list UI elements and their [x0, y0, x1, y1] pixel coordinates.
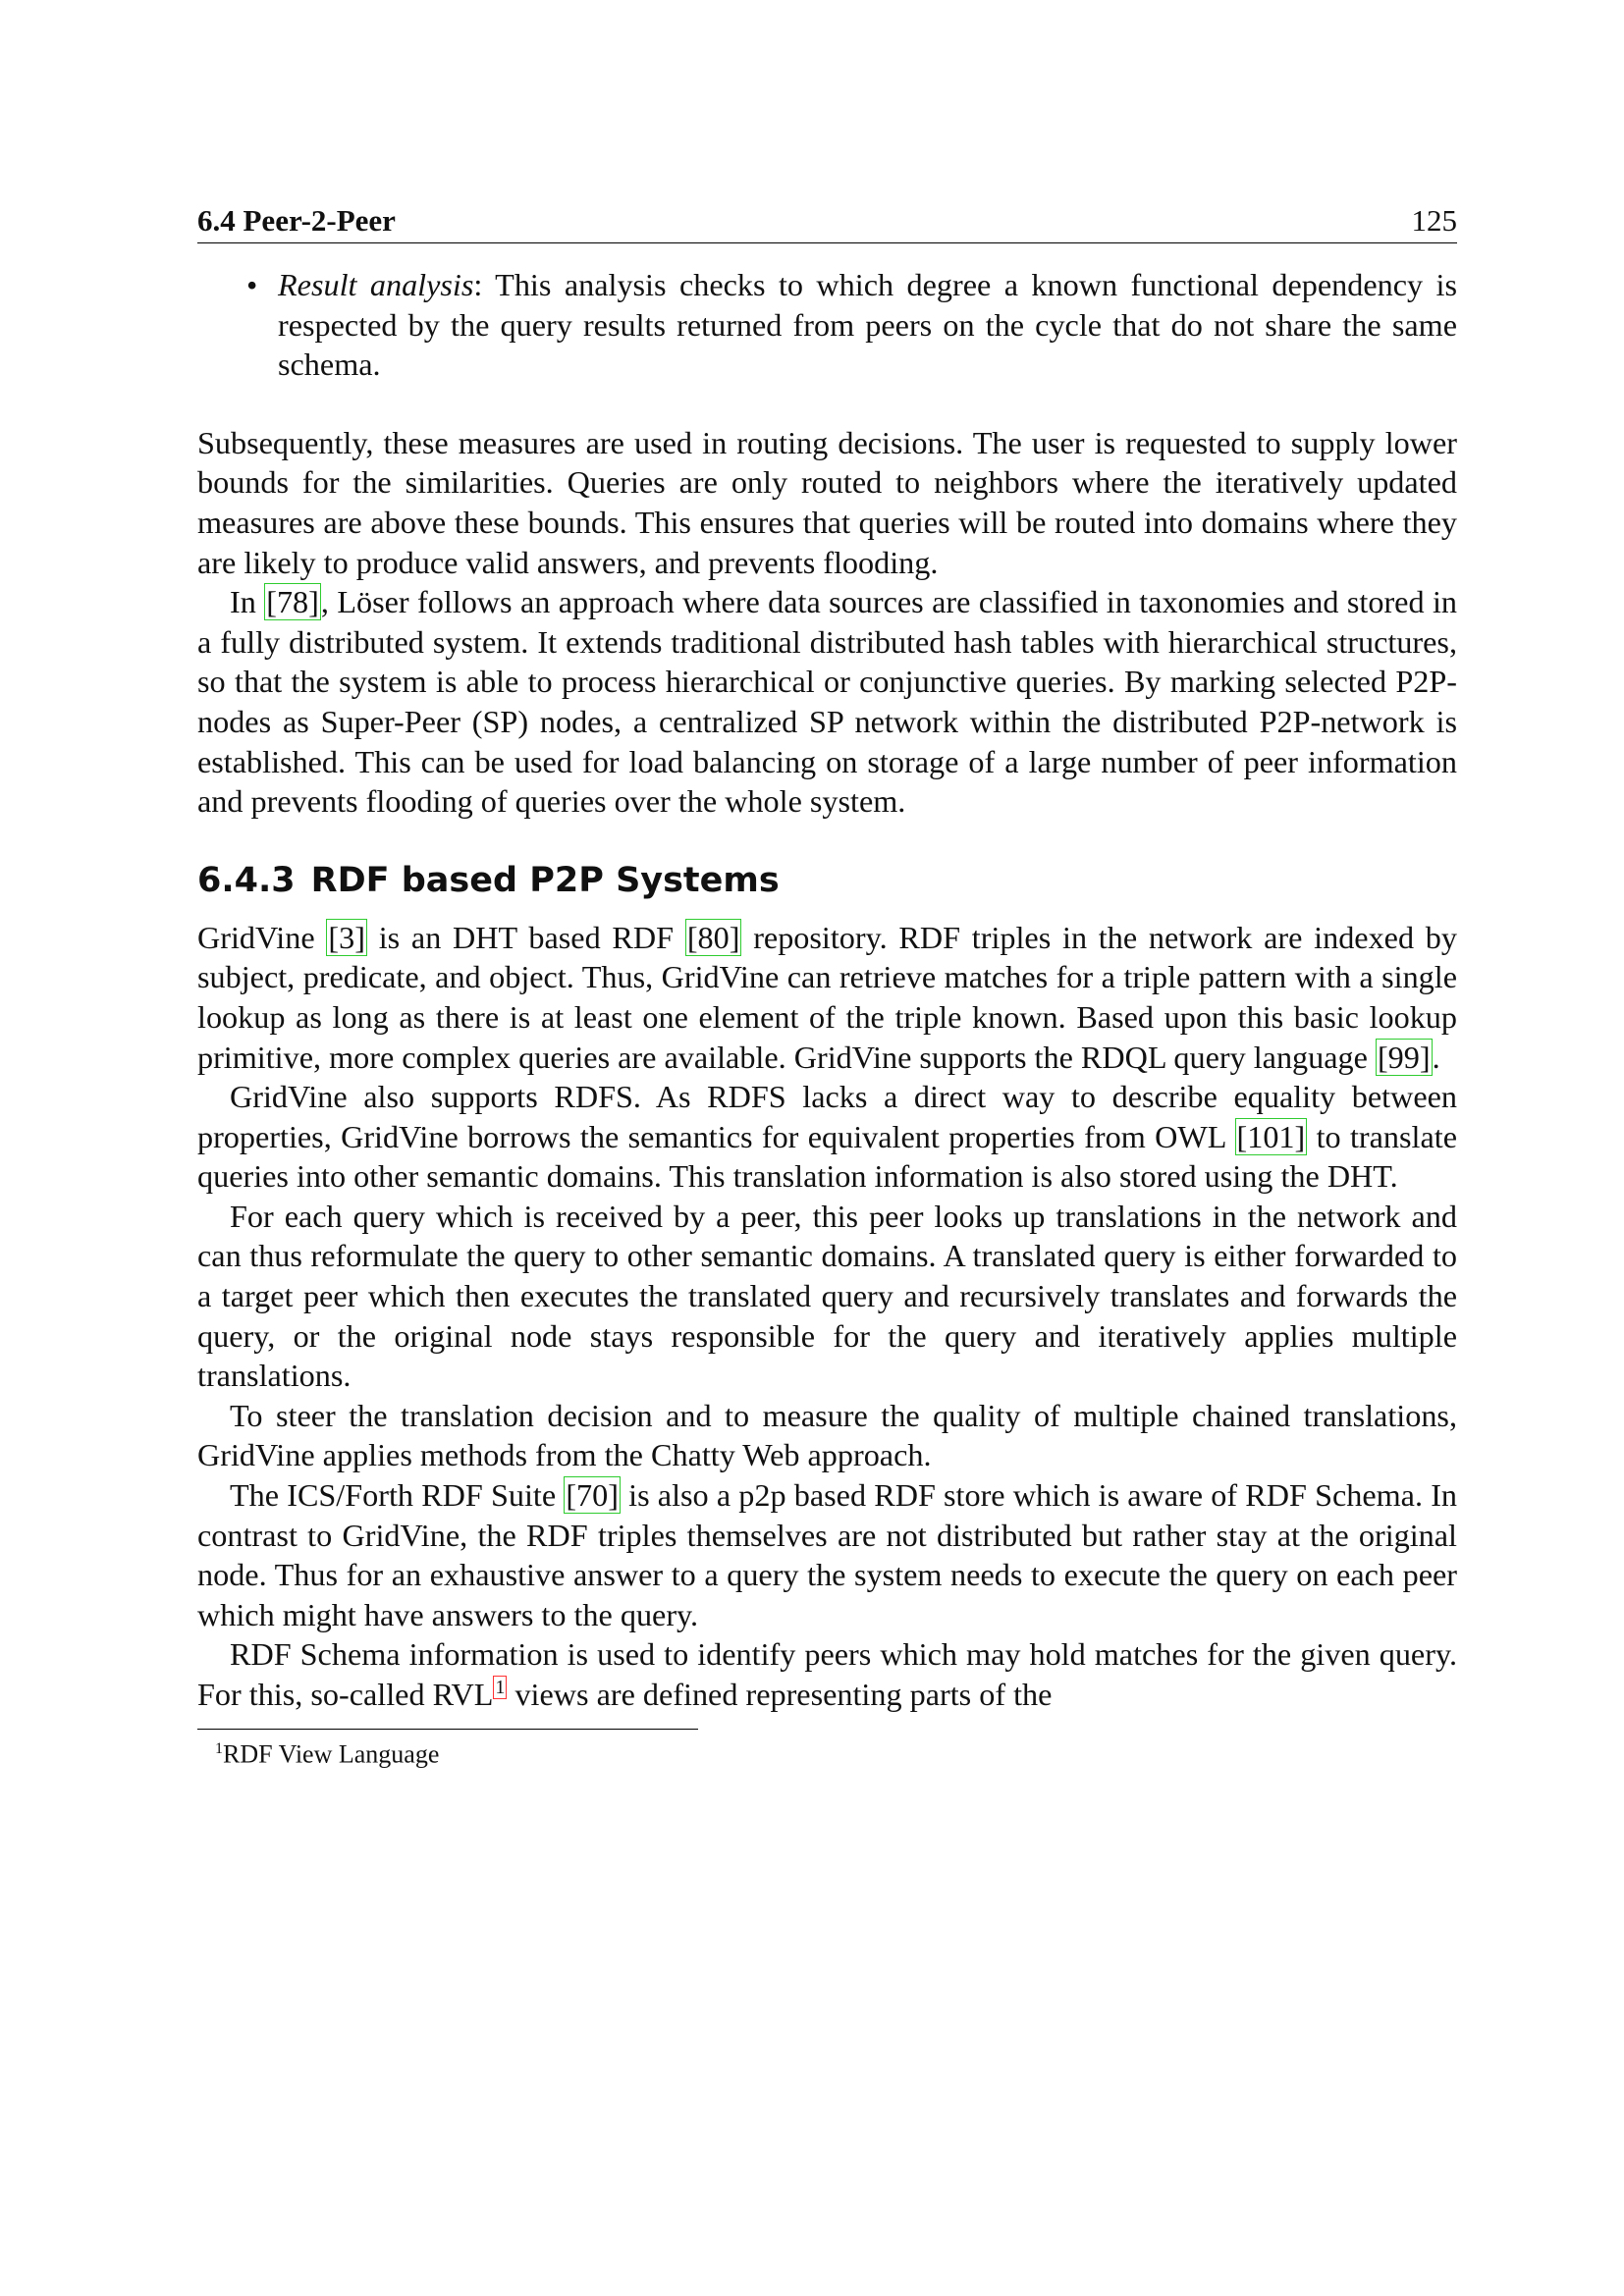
footnote-mark: 1 — [215, 1739, 223, 1757]
header-section-title: 6.4 Peer-2-Peer — [197, 203, 396, 238]
footnote-text: RDF View Language — [223, 1739, 440, 1769]
section-number: 6.4.3 — [197, 860, 296, 900]
page-number: 125 — [1411, 203, 1457, 238]
page-body — [197, 201, 1457, 1772]
paragraph: GridVine also supports RDFS. As RDFS lacks a direct way to describe equality between properties, GridVine borrows the semantics for equivalent properties from OWL [101] to translate queries into other semantic domains. This translation information is also stored using the DHT. — [197, 1079, 1458, 1195]
citation-link[interactable]: [3] — [328, 919, 365, 955]
paragraph: Subsequently, these measures are used in routing decisions. The user is requested to supply lower bounds for the similarities. Queries are only routed to neighbors where the iteratively updated measures are above these bounds. This ensures that queries will be routed into domains where they are likely to produce valid answers, and prevents flooding. — [197, 424, 1457, 580]
list-item — [197, 265, 1457, 385]
citation-link[interactable]: [101] — [1236, 1118, 1306, 1154]
citation-link[interactable]: [80] — [686, 919, 740, 955]
footnote-ref-link[interactable]: 1 — [495, 1677, 506, 1699]
paragraph: GridVine [3] is an DHT based RDF [80] repository. RDF triples in the network are indexed by subject, predicate, and object. Thus, GridVine can retrieve matches for a triple pattern with a single lookup as long as there is at least one element of the triple known. Based upon this basic lookup primitive, more complex queries are available. GridVine supports the RDQL query language [99]. — [197, 919, 1457, 1075]
paragraph: To steer the translation decision and to measure the quality of multiple chained translations, GridVine applies methods from the Chatty Web approach. — [197, 1397, 1457, 1473]
paragraph: For each query which is received by a peer, this peer looks up translations in the network and can thus reformulate the query to other semantic domains. A translated query is either forwarded to a target peer which then executes the translated query and recursively translates and forwards the query, or the original node stays responsible for the query and iteratively applies multiple translations. — [197, 1198, 1457, 1394]
paragraph: The ICS/Forth RDF Suite [70] is also a p2p based RDF store which is aware of RDF Schema. In contrast to GridVine, the RDF triples themselves are not distributed but rather stay at the original node. Thus for an exhaustive answer to a query the system needs to execute the query on each peer which might have answers to the query. — [197, 1477, 1458, 1632]
bullet-text: : This analysis checks to which degree a known functional dependency is respected by the query results returned from peers on the cycle that do not share the same schema. — [278, 267, 1457, 383]
bullet-term: Result analysis — [278, 267, 474, 302]
paragraph: In [78], Löser follows an approach where data sources are classified in taxonomies and stored in a fully distributed system. It extends traditional distributed hash tables with hierarchical structures, so that the system is able to process hierarchical or conjunctive queries. By marking selected P2P-nodes as Super-Peer (SP) nodes, a centralized SP network within the distributed P2P-network is established. This can be used for load balancing on storage of a large number of peer information and prevents flooding of queries over the whole system. — [197, 584, 1458, 820]
footnote-divider — [197, 1729, 698, 1730]
bullet-icon: • — [246, 267, 258, 302]
citation-link[interactable]: [70] — [566, 1477, 619, 1514]
footnote — [197, 1732, 1457, 1773]
running-header — [197, 201, 1457, 243]
bullet-list — [197, 265, 1457, 385]
section-heading — [197, 860, 1457, 901]
citation-link[interactable]: [99] — [1377, 1039, 1431, 1075]
citation-link[interactable]: [78] — [266, 584, 319, 620]
paragraph: RDF Schema information is used to identify peers which may hold matches for the given query. For this, so-called RVL $^1$ views are defined representing parts of the — [197, 1636, 1457, 1712]
section-title: RDF based P2P Systems — [310, 860, 780, 900]
